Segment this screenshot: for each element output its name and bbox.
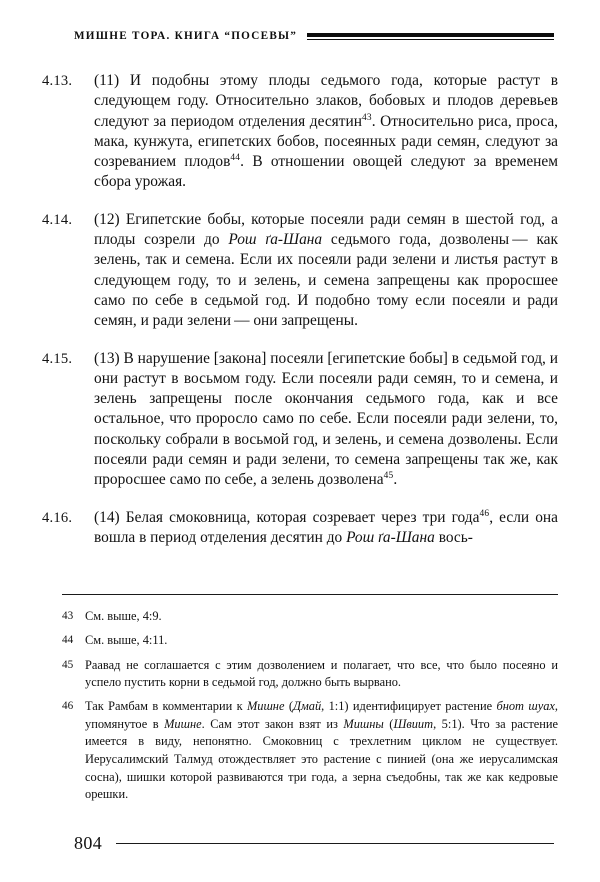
running-head — [74, 30, 554, 42]
running-head-title: МИШНЕ ТОРА. КНИГА “ПОСЕВЫ” — [74, 30, 298, 42]
running-head-rule-thin — [307, 39, 554, 41]
footnote-item — [62, 608, 558, 626]
halacha-paragraph: (14) Белая смоковница, которая созревает через три года$^{46}$, если она вошла в период отделения десятин до Рош ґа-Шана вось- — [94, 508, 558, 546]
page-footer — [74, 833, 554, 854]
footnote-item — [62, 632, 558, 650]
halacha-entry — [42, 210, 558, 332]
footnote-text: См. выше, 4:9. — [85, 609, 162, 624]
halacha-paragraph: (12) Египетские бобы, которые посеяли ради семян в шестой год, а плоды созрели до Рош ґа-Шана седьмого года, дозволены — как зелень, так и семена. Если их посеяли ради зелени и листья растут в следующем году, то и зелень, и семена запрещены как проросшее само по себе в седьмой год. И подобно тому если посеяли и ради семян, и ради зелени — они запрещены. — [94, 210, 558, 330]
halacha-entry — [42, 71, 558, 193]
footnote-text: См. выше, 4:11. — [85, 633, 168, 648]
footnote-text: Раавад не соглашается с этим дозволением и полагает, что все, что было посеяно и успело пустить корни в седьмой год, должно быть вырвано. — [85, 657, 558, 690]
footnote-block — [62, 594, 558, 810]
footnote-separator-rule — [62, 594, 558, 595]
halacha-number: 4.14. — [42, 211, 73, 228]
running-head-rule — [307, 33, 554, 40]
body-text — [42, 71, 558, 565]
halacha-entry — [42, 508, 558, 549]
halacha-paragraph: (13) В нарушение [закона] посеяли [египетские бобы] в седьмой год, и они растут в восьмом году. Если посеяли ради семян, то и семена, и зелень запрещены после окончания седьмого года, как и все остальное, что проросло само по себе. Если посеяли ради зелени, то, поскольку собрали в восьмой год, и зелень, и семена дозволены. Если посеяли ради семян и ради зелени, то семена запрещены так же, как проросшее само по себе, а зелень дозволена$^{45}$. — [94, 349, 558, 489]
halacha-number: 4.13. — [42, 73, 73, 89]
footnote-item — [62, 698, 558, 804]
page-number: 804 — [74, 833, 103, 853]
footnote-item — [62, 657, 558, 692]
footnote-text: Так Рамбам в комментарии к Мишне (Дмай, 1:1) идентифицирует растение бнот шуах, упомянутое в Мишне. Сам этот закон взят из Мишны (Швиит, 5:1). Что за растение имеется в виду, непонятно. Смоковниц с трехлетним циклом не существует. Иерусалимский Талмуд отождествляет это растение с пинией (она же иерусалимская сосна), шишки которой развиваются три года, а зерна съедобны, так же как кедровые орешки. — [85, 699, 559, 802]
footnote-number: 46 — [62, 700, 74, 713]
footnote-number: 43 — [62, 610, 74, 623]
page-footer-rule — [116, 843, 554, 844]
footnote-number: 45 — [62, 658, 74, 671]
halacha-paragraph: (11) И подобны этому плоды седьмого года, которые растут в следующем году. Относительно злаков, бобовых и плодов деревьев следуют за периодом отделения десятин$^{43}$. Относительно риса, проса, мака, кунжута, египетских бобов, посеянных ради семян, следуют за созреванием плодов$^{44}$. В отношении овощей следуют за временем сбора урожая. — [94, 72, 559, 191]
halacha-number: 4.15. — [42, 350, 73, 367]
halacha-entry — [42, 349, 558, 491]
footnote-number: 44 — [62, 634, 74, 647]
halacha-number: 4.16. — [42, 509, 73, 526]
